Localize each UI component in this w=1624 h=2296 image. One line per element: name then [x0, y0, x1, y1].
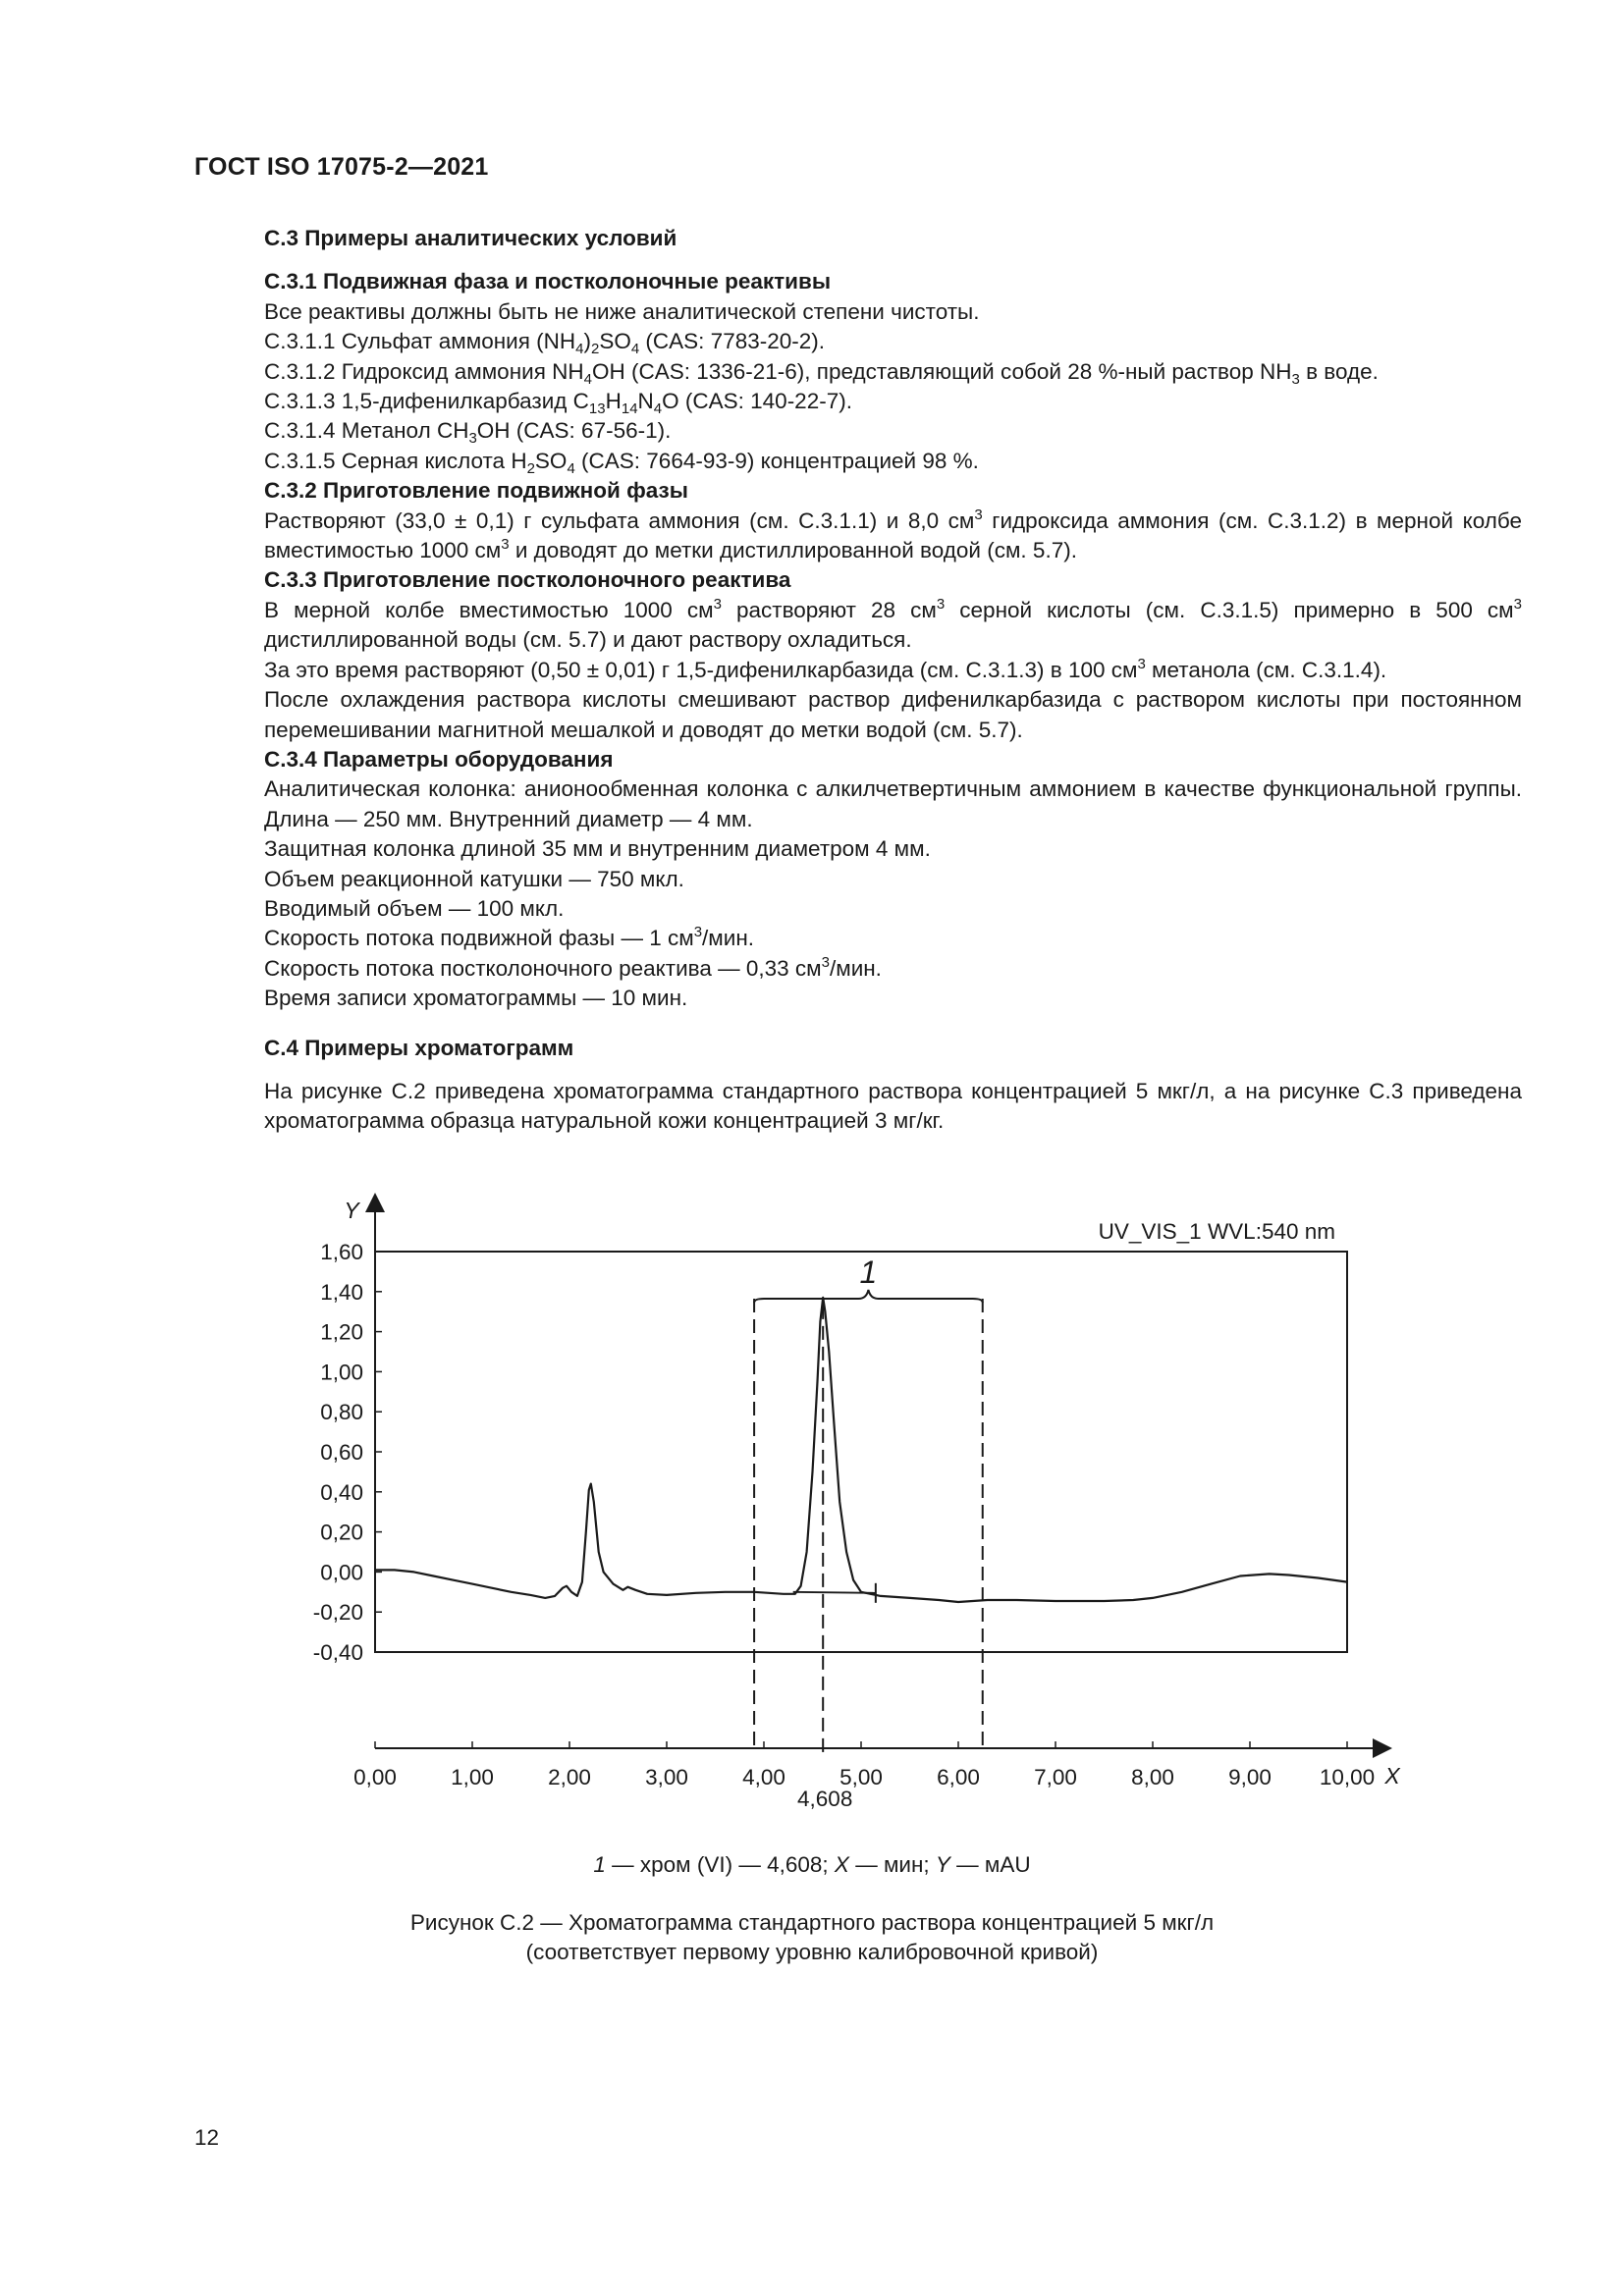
caption-line-1: Рисунок С.2 — Хроматограмма стандартного раствора концентрацией 5 мкг/л	[409, 1910, 1215, 1935]
paragraph-c33-1: В мерной колбе вместимостью 1000 $см^3$ растворяют 28 $см^3$ серной кислоты (см. С.3.1.5) примерно в 500 $см^3$ дистиллированной воды (см. 5.7) и дают раствору охладиться.	[264, 595, 1522, 653]
paragraph-c34-1: Аналитическая колонка: анионообменная колонка с алкилчетвертичным аммонием в качестве функциональной группы. Длина — 250 мм. Внутренний диаметр — 4 мм.	[264, 776, 1522, 831]
figure-c2	[0, 1163, 1624, 1811]
y-tick-label: -0,40	[312, 1640, 363, 1665]
x-tick-label: 1,00	[451, 1765, 494, 1789]
y-tick-label: -0,20	[312, 1600, 363, 1626]
y-tick-label: 0,40	[320, 1479, 363, 1505]
paragraph-c34-7: Время записи хроматограммы — 10 мин.	[264, 986, 688, 1011]
x-tick-label: 2,00	[548, 1765, 591, 1789]
caption-line-2: (соответствует первому уровню калибровочной кривой)	[525, 1940, 1099, 1964]
peak-number-label: 1	[859, 1255, 878, 1290]
paragraph-c32: Растворяют (33,0 ± 0,1) г сульфата аммония (см. С.3.1.1) и 8,0 $см^3$ гидроксида аммония (см. С.3.1.2) в мерной колбе вместимостью 1000 $см^3$ и доводят до метки дистиллированной водой (см. 5.7).	[264, 506, 1522, 563]
paragraph-c33-2: За это время растворяют (0,50 ± 0,01) г 1,5-дифенилкарбазида (см. С.3.1.3) в 100 $см^3$ метанола (см. С.3.1.4).	[264, 655, 1387, 682]
y-tick-label: 0,20	[320, 1520, 363, 1545]
item-c313: С.3.1.3 1,5-дифенилкарбазид $C_{13}H_{14}N_4O$ (CAS: 140-22-7).	[264, 389, 852, 418]
peak-baseline	[793, 1592, 876, 1593]
chromatogram-chart	[0, 1163, 1624, 1811]
x-tick-label: 6,00	[937, 1765, 980, 1789]
paragraph-c34-5: Скорость потока подвижной фазы — 1 $см^3$/мин.	[264, 924, 755, 951]
document-header: ГОСТ ISO 17075-2—2021	[194, 153, 489, 181]
x-tick-label: 0,00	[353, 1765, 397, 1789]
x-tick-label: 3,00	[645, 1765, 688, 1789]
peak-time-label: 4,608	[797, 1787, 853, 1811]
figure-caption	[0, 1908, 1624, 1967]
y-tick-label: 1,40	[320, 1279, 363, 1305]
x-tick-label: 4,00	[742, 1765, 785, 1789]
paragraph-c34-4: Вводимый объем — 100 мкл.	[264, 895, 565, 921]
y-tick-group	[313, 1240, 382, 1665]
document-body	[194, 224, 1522, 1137]
paragraph-c34-3: Объем реакционной катушки — 750 мкл.	[264, 866, 684, 891]
window-brace	[754, 1290, 983, 1303]
section-c4-title: С.4 Примеры хроматограмм	[264, 1035, 574, 1060]
y-tick-label: 0,00	[320, 1560, 363, 1585]
x-tick-label: 9,00	[1228, 1765, 1272, 1789]
section-c3-title: С.3 Примеры аналитических условий	[264, 226, 677, 250]
item-c315: С.3.1.5 Серная кислота $H_2SO_4$ (CAS: 7664-93-9) концентрацией 98 %.	[264, 448, 979, 477]
y-tick-label: 1,60	[320, 1240, 363, 1264]
x-axis-label: X	[1384, 1763, 1400, 1789]
x-tick-label: 7,00	[1034, 1765, 1077, 1789]
item-c314: С.3.1.4 Метанол $CH_3OH$ (CAS: 67-56-1).	[264, 418, 672, 448]
page-number: 12	[194, 2125, 220, 2150]
paragraph-c34-6: Скорость потока постколоночного реактива — 0,33 $см^3$/мин.	[264, 953, 882, 981]
item-c312: С.3.1.2 Гидроксид аммония $NH_4OH$ (CAS: 1336-21-6), представляющий собой 28 %-ный раствор $NH_3$ в воде.	[264, 358, 1379, 388]
x-tick-label: 5,00	[839, 1765, 883, 1789]
integration-window	[754, 1290, 983, 1748]
paragraph-c34-2: Защитная колонка длиной 35 мм и внутренним диаметром 4 мм.	[264, 836, 931, 862]
paragraph-reagents-intro: Все реактивы должны быть не ниже аналитической степени чистоты.	[264, 298, 980, 324]
x-tick-label: 8,00	[1131, 1765, 1174, 1789]
section-c34-title: С.3.4 Параметры оборудования	[264, 746, 614, 772]
y-tick-label: 1,00	[320, 1360, 363, 1385]
section-c32-title: С.3.2 Приготовление подвижной фазы	[264, 478, 688, 504]
section-c33-title: С.3.3 Приготовление постколоночного реактива	[264, 567, 791, 593]
figure-legend: 1 — хром (VI) — 4,608; X — мин; Y — мAU	[593, 1852, 1031, 1877]
chromatogram-trace	[375, 1298, 1347, 1602]
y-tick-label: 0,80	[320, 1400, 363, 1425]
section-c31-title: С.3.1 Подвижная фаза и постколоночные реактивы	[264, 269, 832, 294]
x-tick-label: 10,00	[1319, 1765, 1376, 1789]
y-tick-label: 1,20	[320, 1319, 363, 1345]
item-c311: С.3.1.1 Сульфат аммония $(NH_4)_2SO_4$ (CAS: 7783-20-2).	[264, 329, 826, 358]
paragraph-c4: На рисунке С.2 приведена хроматограмма стандартного раствора концентрацией 5 мкг/л, а на рисунке С.3 приведена хроматограмма образца натуральной кожи концентрацией 3 мг/кг.	[264, 1078, 1522, 1134]
y-axis-label: Y	[344, 1198, 359, 1223]
paragraph-c33-3: После охлаждения раствора кислоты смешивают раствор дифенилкарбазида с раствором кислоты при постоянном перемешивании магнитной мешалкой и доводят до метки водой (см. 5.7).	[264, 687, 1522, 742]
y-tick-label: 0,60	[320, 1440, 363, 1465]
chart-title: UV_VIS_1 WVL:540 nm	[1098, 1219, 1335, 1244]
